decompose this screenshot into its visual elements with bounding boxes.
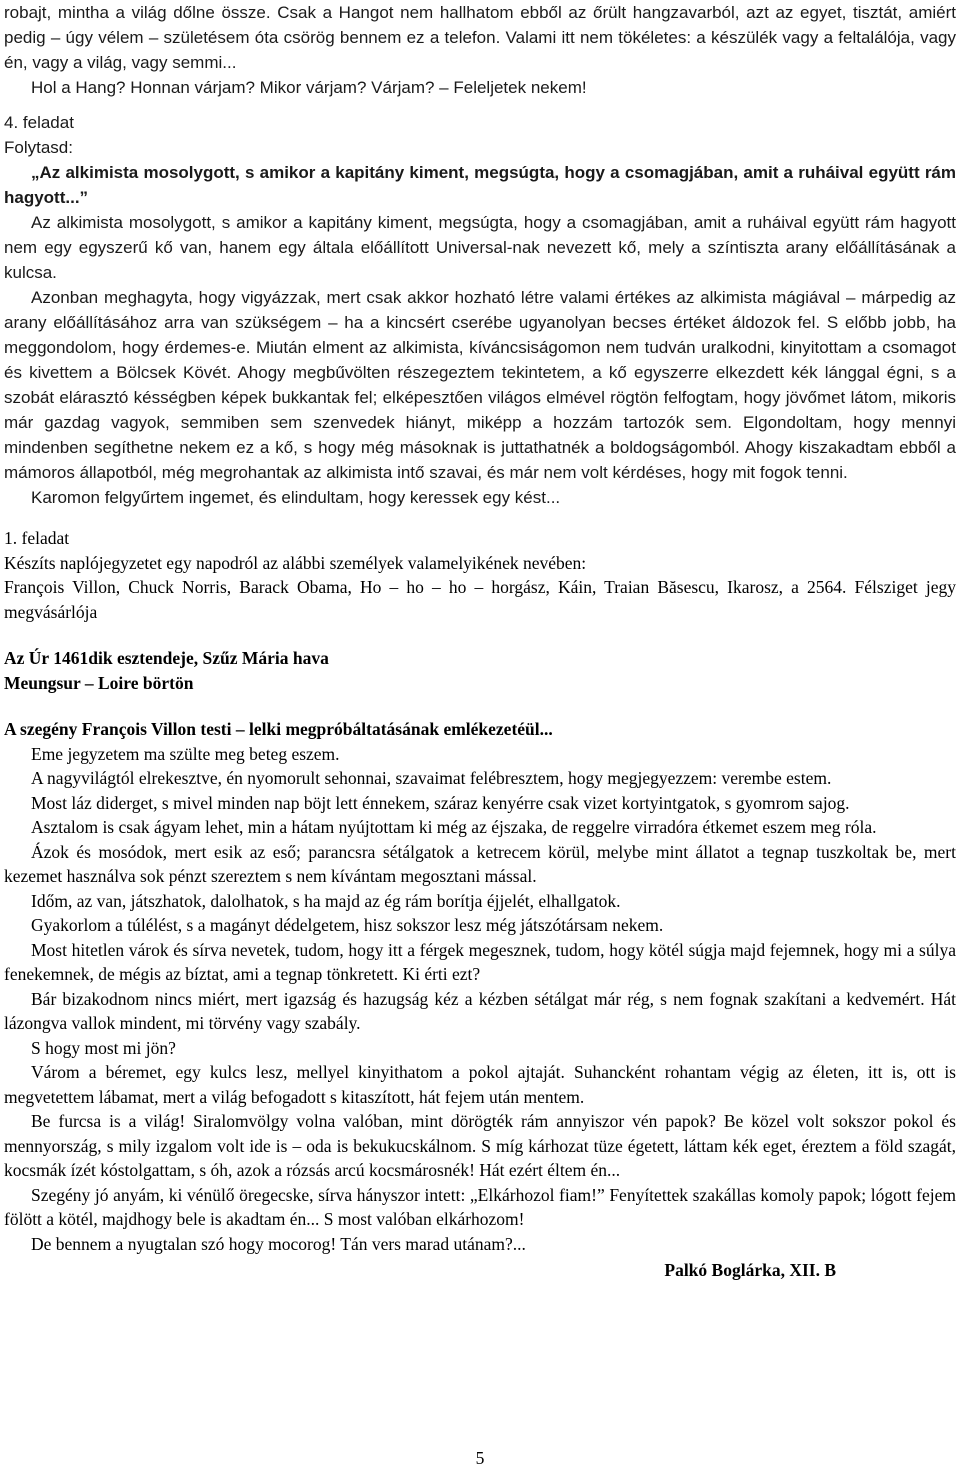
diary-paragraph: Várom a béremet, egy kulcs lesz, mellyel kinyithatom a pokol ajtaját. Suhancként rohantam végig az életen, itt is, ott is megvetettem lábamat, mert a világ befogadott s kitaszított, hát fejem után mentem.	[4, 1062, 956, 1107]
story-paragraph: Hol a Hang? Honnan várjam? Mikor várjam? Várjam? – Feleljetek nekem!	[31, 78, 587, 97]
diary-paragraph: Most láz diderget, s mivel minden nap böjt lett énnekem, száraz kenyérre csak vizet kortyintgatok, s gyomrom sajog.	[31, 792, 850, 813]
story-paragraph: Azonban meghagyta, hogy vigyázzak, mert csak akkor hozható létre valami értékes az alkimista mágiával – márpedig az arany előállításához arra van szükségem – ha a kincsért cserébe ugyanolyan becses értéket áldozok fel. S előbb jobb, ha meggondolom, hogy érdemes-e. Miután elment az alkimista, kíváncsiságomon nem tudván uralkodni, kinyitottam a csomagot és kivettem a Bölcsek Kövét. Ahogy megbűvölten részegeztem tekintetem, a kő egyszerre elkezdett kék lánggal égni, s a szobát elárasztó késségben képek bukkantak fel; elképesztően világos elmével rögtön felfogtam, hogy jövőmet látom, mikoris már gazdag vagyok, semmiben sem szenvedek hiányt, miképp a hozzám tartozók sem. Elgondoltam, hogy mennyi mindenben segíthetne nekem ez a kő, s hogy még másoknak is juttathatnék a boldogságomból. Ahogy kiszakadtam ebből a mámoros állapotból, még megrohantak az alkimista intő szavai, és már nem volt kérdéses, hogy mit fogok tenni.	[4, 288, 956, 482]
story-paragraph: robajt, mintha a világ dőlne össze. Csak a Hangot nem hallhatom ebből az őrült hangzavarból, azt az egyet, tisztát, amiért pedig – úgy vélem – születésem óta csörög bennem ez a telefon. Valami itt nem tökéletes: a készülék vagy a feltalálója, vagy én, vagy a világ, vagy semmi...	[4, 3, 956, 72]
task-label: 4. feladat	[4, 113, 74, 132]
task-label: 1. feladat	[4, 528, 70, 548]
author-signature: Palkó Boglárka, XII. B	[664, 1260, 836, 1280]
task-instruction: Készíts naplójegyzetet egy napodról az alábbi személyek valamelyikének nevében:	[4, 552, 587, 573]
story-paragraph: Az alkimista mosolygott, s amikor a kapitány kiment, megsúgta, hogy a csomagjában, amit a ruháival együtt rám hagyott nem egy egyszerű kő van, hanem egy általa előállított Universal-nak nevezett kő, mely a színtiszta arany előállításának a kulcsa.	[4, 213, 956, 282]
diary-heading-place: Meungsur – Loire börtön	[4, 672, 194, 693]
task-names: François Villon, Chuck Norris, Barack Obama, Ho – ho – ho – horgász, Káin, Traian Băsescu, Ikarosz, a 2564. Félsziget jegy megvásárlója	[4, 577, 956, 622]
diary-paragraph: S hogy most mi jön?	[31, 1037, 176, 1058]
task-1-section	[4, 526, 956, 1283]
diary-body	[4, 742, 956, 1257]
story-fragment-top	[4, 0, 956, 510]
diary-paragraph: Ázok és mosódok, mert esik az eső; parancsra sétálgatok a ketrecem körül, melybe mint állatot a tegnap tuszkoltak be, mert kezemet használva sok pénzt szereztem s nem kívántam megosztani mással.	[4, 841, 956, 886]
diary-paragraph: Asztalom is csak ágyam lehet, min a hátam nyújtottam ki még az éjszaka, de reggelre virradóra étkemet eszem meg róla.	[31, 817, 877, 837]
diary-paragraph: Időm, az van, játszhatok, dalolhatok, s ha majd az ég rám borítja éjjelét, elhallgatok.	[31, 890, 621, 911]
diary-title: A szegény François Villon testi – lelki megpróbáltatásának emlékezetéül...	[4, 719, 553, 739]
diary-paragraph: Szegény jó anyám, ki vénülő öregecske, sírva hányszor intett: „Elkárhozol fiam!” Fenyítettek szakállas komoly papok; lógott fejem fölött a kötél, majdhogy bele is akadtam én... S most valóban elkárhozom!	[4, 1184, 956, 1229]
document-page	[4, 0, 956, 1283]
diary-paragraph: Eme jegyzetem ma szülte meg beteg eszem.	[31, 743, 340, 764]
page-number: 5	[475, 1448, 485, 1468]
diary-paragraph: Be furcsa is a világ! Siralomvölgy volna valóban, mint dörögték rám annyiszor vén papok? Be közel volt sokszor pokol és mennyország, s mily izgalom volt ide is – oda is bekukucskálnom. S míg kárhozat tüze égetett, láttam kék eget, éreztem a föld szagát, kocsmák ízét kóstolgattam, s óh, azok a rózsás arcú kocsmárosnék! Hát ezért éltem én...	[4, 1111, 956, 1180]
diary-paragraph: De bennem a nyugtalan szó hogy mocorog! Tán vers marad utánam?...	[31, 1233, 526, 1254]
task-instruction: Folytasd:	[4, 138, 73, 157]
diary-paragraph: A nagyvilágtól elrekesztve, én nyomorult sehonnai, szavaimat felébresztem, hogy megjegyezzem: verembe estem.	[31, 768, 832, 788]
task-quote: „Az alkimista mosolygott, s amikor a kapitány kiment, megsúgta, hogy a csomagjában, amit a ruháival együtt rám hagyott...”	[4, 163, 956, 207]
diary-heading-date: Az Úr 1461dik esztendeje, Szűz Mária hava	[4, 648, 329, 668]
story-paragraph: Karomon felgyűrtem ingemet, és elindultam, hogy keressek egy kést...	[31, 488, 561, 507]
diary-paragraph: Gyakorlom a túlélést, s a magányt dédelgetem, hisz sokszor lesz még játszótársam nekem.	[31, 915, 664, 935]
diary-paragraph: Bár bizakodnom nincs miért, mert igazság és hazugság kéz a kézben sétálgat már rég, s nem fognak szakítani a kedvemért. Hát lázongva vallok mindent, mi törvény vagy szabály.	[4, 988, 956, 1033]
diary-paragraph: Most hitetlen várok és sírva nevetek, tudom, hogy itt a férgek megesznek, tudom, hogy kötél súgja majd fejemnek, hogy mi a súlya fenekemnek, de mégis az bíztat, ami a tegnap tönkretett. Ki érti ezt?	[4, 939, 956, 984]
